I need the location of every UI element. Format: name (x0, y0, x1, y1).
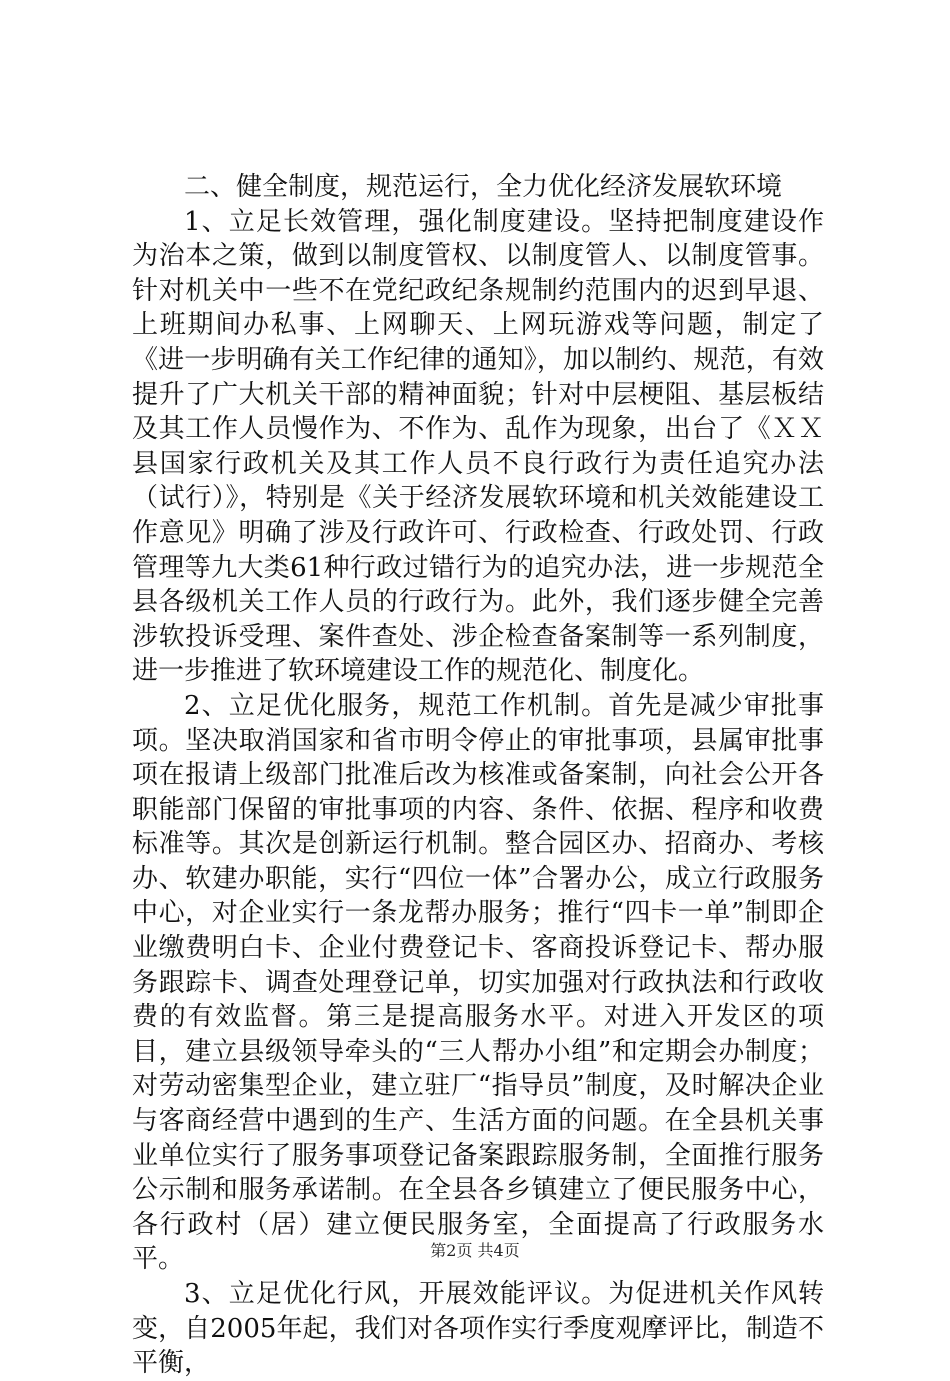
page-indicator: 第2页 共4页 (430, 1241, 520, 1260)
document-body (132, 170, 824, 1381)
paragraph-1: 1、立足长效管理，强化制度建设。坚持把制度建设作为治本之策，做到以制度管权、以制度管人、以制度管事。针对机关中一些不在党纪政纪条规制约范围内的迟到早退、上班期间办私事、上网聊天、上网玩游戏等问题，制定了《进一步明确有关工作纪律的通知》，加以制约、规范，有效提升了广大机关干部的精神面貌；针对中层梗阻、基层板结及其工作人员慢作为、不作为、乱作为现象，出台了《ＸＸ县国家行政机关及其工作人员不良行政行为责任追究办法（试行）》，特别是《关于经济发展软环境和机关效能建设工作意见》明确了涉及行政许可、行政检查、行政处罚、行政管理等九大类61种行政过错行为的追究办法，进一步规范全县各级机关工作人员的行政行为。此外，我们逐步健全完善涉软投诉受理、案件查处、涉企检查备案制等一系列制度，进一步推进了软环境建设工作的规范化、制度化。 (132, 206, 824, 687)
paragraph-2: 2、立足优化服务，规范工作机制。首先是减少审批事项。坚决取消国家和省市明令停止的审批事项，县属审批事项在报请上级部门批准后改为核准或备案制，向社会公开各职能部门保留的审批事项的内容、条件、依据、程序和收费标准等。其次是创新运行机制。整合园区办、招商办、考核办、软建办职能，实行“四位一体”合署办公，成立行政服务中心，对企业实行一条龙帮办服务；推行“四卡一单”制即企业缴费明白卡、企业付费登记卡、客商投诉登记卡、帮办服务跟踪卡、调查处理登记单，切实加强对行政执法和行政收费的有效监督。第三是提高服务水平。对进入开发区的项目，建立县级领导牵头的“三人帮办小组”和定期会办制度；对劳动密集型企业，建立驻厂“指导员”制度，及时解决企业与客商经营中遇到的生产、生活方面的问题。在全县机关事业单位实行了服务事项登记备案跟踪服务制，全面推行服务公示制和服务承诺制。在全县各乡镇建立了便民服务中心，各行政村（居）建立便民服务室，全面提高了行政服务水平。 (132, 690, 824, 1275)
section-heading: 二、健全制度，规范运行，全力优化经济发展软环境 (184, 172, 783, 202)
paragraph-3: 3、立足优化行风，开展效能评议。为促进机关作风转变，自2005年起，我们对各项作实行季度观摩评比，制造不平衡， (132, 1279, 824, 1379)
page-footer (0, 1238, 950, 1261)
